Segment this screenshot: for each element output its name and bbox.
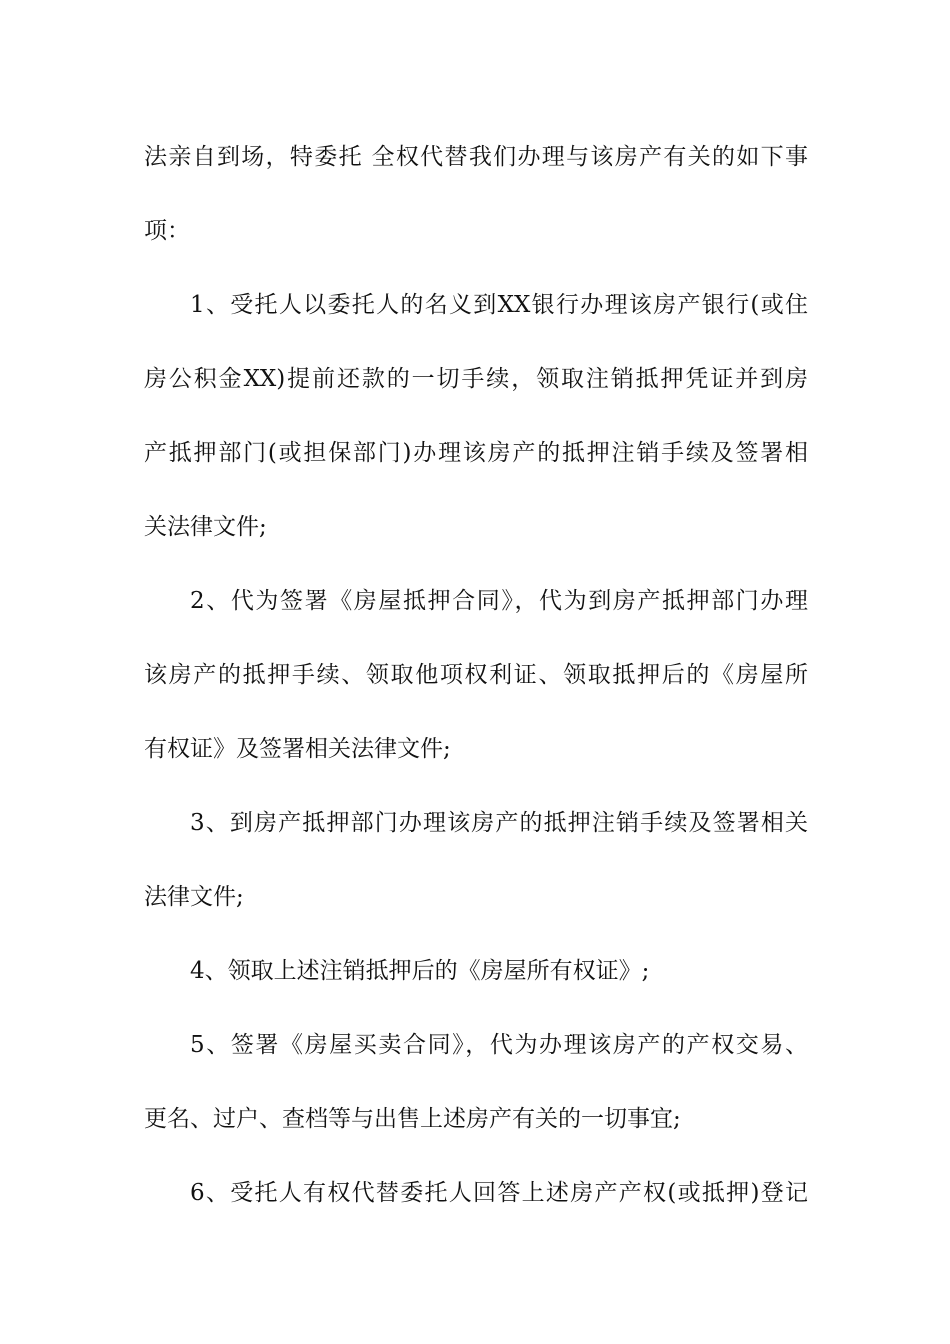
text-line: 房公积金XX)提前还款的一切手续，领取注销抵押凭证并到房: [144, 366, 808, 392]
text-line: 4、领取上述注销抵押后的《房屋所有权证》;: [190, 958, 650, 984]
text-line: 项：: [144, 218, 190, 244]
text-line: 有权证》及签署相关法律文件;: [144, 736, 451, 762]
text-line: 1、受托人以委托人的名义到XX银行办理该房产银行(或住: [190, 292, 808, 318]
text-line: 2、代为签署《房屋抵押合同》，代为到房产抵押部门办理: [190, 588, 808, 614]
text-line: 法亲自到场，特委托 全权代替我们办理与该房产有关的如下事: [144, 144, 808, 170]
text-line: 该房产的抵押手续、领取他项权利证、领取抵押后的《房屋所: [144, 662, 808, 688]
text-line: 关法律文件;: [144, 514, 267, 540]
text-line: 5、签署《房屋买卖合同》，代为办理该房产的产权交易、: [190, 1032, 808, 1058]
document-body: [144, 130, 808, 1240]
text-line: 6、受托人有权代替委托人回答上述房产产权(或抵押)登记: [190, 1180, 808, 1206]
text-line: 3、到房产抵押部门办理该房产的抵押注销手续及签署相关: [190, 810, 808, 836]
text-line: 法律文件;: [144, 884, 244, 910]
text-line: 更名、过户、查档等与出售上述房产有关的一切事宜;: [144, 1106, 681, 1132]
text-line: 产抵押部门(或担保部门)办理该房产的抵押注销手续及签署相: [144, 440, 808, 466]
